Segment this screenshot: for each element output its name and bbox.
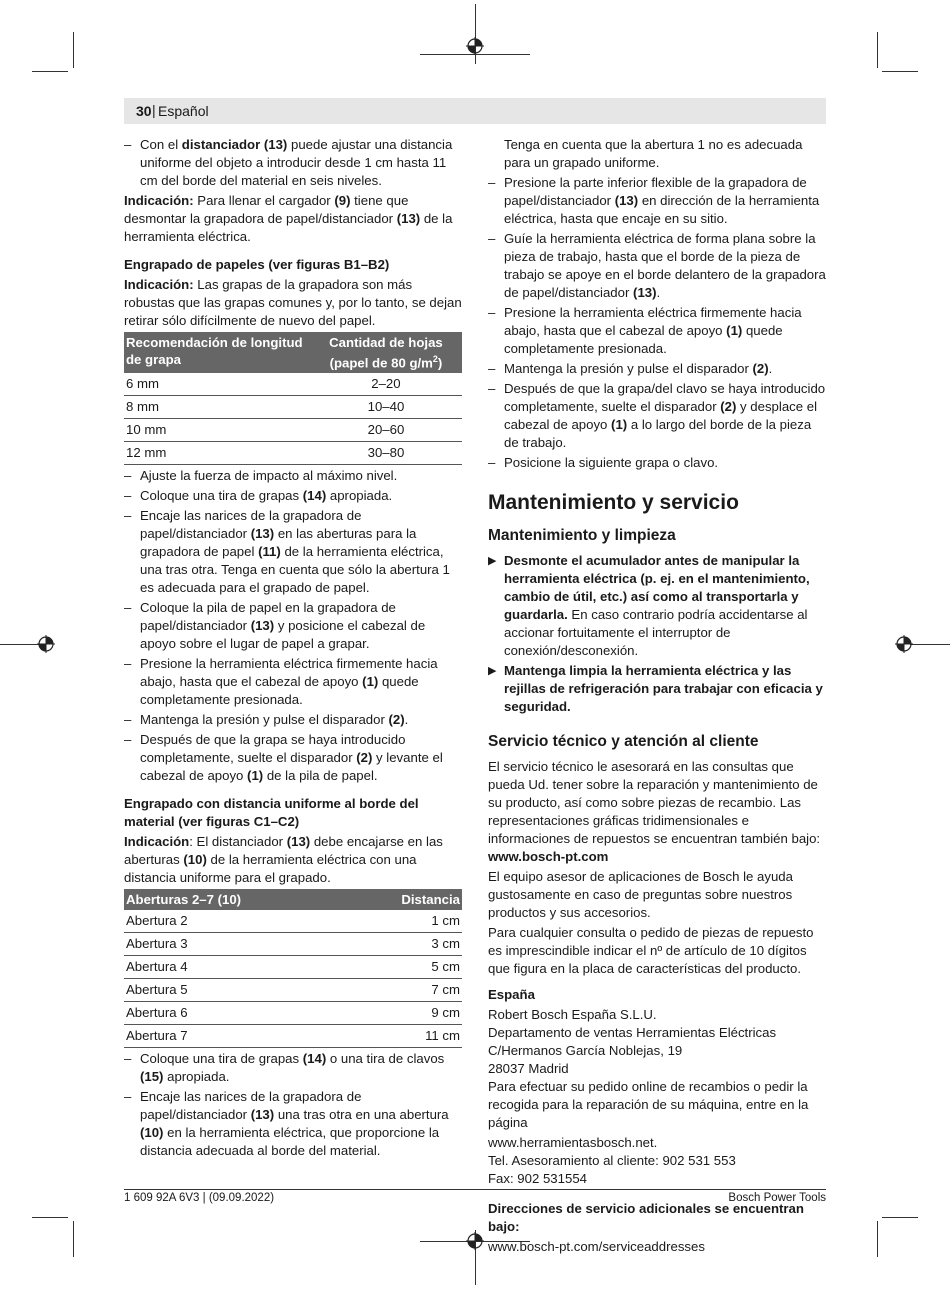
service-title: Servicio técnico y atención al cliente bbox=[488, 733, 759, 750]
address-line: Departamento de ventas Herramientas Eléctricas bbox=[488, 1025, 777, 1040]
footer-divider bbox=[124, 1189, 826, 1190]
order-url: www.herramientasbosch.net. bbox=[488, 1135, 658, 1150]
service-addresses-url: www.bosch-pt.com/serviceaddresses bbox=[488, 1239, 705, 1254]
fax-line: Fax: 902 531554 bbox=[488, 1171, 587, 1186]
note-staples: Indicación: Las grapas de la grapadora son más robustas que las grapas comunes y, por lo tanto, se dejan retirar sólo difícilmente de nuevo del papel. bbox=[124, 277, 462, 328]
registration-target-icon bbox=[466, 1232, 484, 1250]
header-language: Español bbox=[158, 103, 209, 119]
table-header: Recomendación de longitud de grapa bbox=[124, 332, 310, 373]
crop-mark bbox=[32, 71, 68, 72]
maintenance-title: Mantenimiento y servicio bbox=[488, 491, 739, 514]
note-magazine: Indicación: Para llenar el cargador (9) tiene que desmontar la grapadora de papel/distanciador (13) de la herramienta eléctrica. bbox=[124, 193, 453, 244]
registration-target-icon bbox=[895, 635, 913, 653]
service-paragraph: El equipo asesor de aplicaciones de Bosch le ayuda gustosamente en caso de preguntas sobre nuestros productos y sus accesorios. bbox=[488, 869, 793, 920]
table-row: Abertura 5 7 cm bbox=[124, 979, 462, 1002]
order-paragraph: Para efectuar su pedido online de recambios o pedir la recogida para la reparación de su máquina, entre en la página bbox=[488, 1079, 809, 1130]
table-row: Abertura 4 5 cm bbox=[124, 956, 462, 979]
table-row: Abertura 7 11 cm bbox=[124, 1025, 462, 1048]
registration-target-icon bbox=[466, 37, 484, 55]
warning-item: ▶ Mantenga limpia la herramienta eléctrica y las rejillas de refrigeración para trabajar con eficacia y seguridad. bbox=[488, 662, 826, 716]
footer-doc-id: 1 609 92A 6V3 | (09.09.2022) bbox=[124, 1192, 275, 1204]
continued-text: Tenga en cuenta que la abertura 1 no es adecuada para un grapado uniforme. bbox=[504, 137, 803, 170]
list-item: – Guíe la herramienta eléctrica de forma plana sobre la pieza de trabajo, hasta que el borde de la pieza de trabajo se apoye en el borde delantero de la grapadora de papel/distanciador (13). bbox=[488, 230, 826, 302]
right-column bbox=[488, 136, 826, 1256]
list-item: – Encaje las narices de la grapadora de papel/distanciador (13) en las aberturas para la grapadora de papel (11) de la herramienta eléctrica, una tras otra. Tenga en cuenta que sólo la abertura 1 es adecuada para el grapado de papel. bbox=[124, 507, 462, 597]
crop-mark bbox=[73, 32, 74, 68]
edge-stapling-heading: Engrapado con distancia uniforme al borde del material (ver figuras C1–C2) bbox=[124, 796, 419, 830]
address-line: Robert Bosch España S.L.U. bbox=[488, 1007, 657, 1022]
table-header: Distancia bbox=[345, 889, 462, 910]
crop-mark bbox=[877, 1221, 878, 1257]
list-item: – Coloque una tira de grapas (14) apropiada. bbox=[124, 487, 462, 505]
paper-stapling-heading: Engrapado de papeles (ver figuras B1–B2) bbox=[124, 257, 390, 272]
list-item: – Coloque una tira de grapas (14) o una tira de clavos (15) apropiada. bbox=[124, 1050, 462, 1086]
table-header: Aberturas 2–7 (10) bbox=[124, 889, 345, 910]
opening-distance-table bbox=[124, 889, 462, 1048]
crop-mark bbox=[0, 644, 40, 645]
page-number: 30 bbox=[136, 103, 152, 119]
more-addresses-label: Direcciones de servicio adicionales se encuentran bajo: bbox=[488, 1201, 804, 1234]
list-item: – Después de que la grapa/del clavo se haya introducido completamente, suelte el disparador (2) y desplace el cabezal de apoyo (1) a lo largo del borde de la pieza de trabajo. bbox=[488, 380, 826, 452]
service-paragraph: El servicio técnico le asesorará en las consultas que pueda Ud. tener sobre la reparación y mantenimiento de su producto, así como sobre piezas de recambio. Las representaciones gráficas tridimensionales e informaciones de repuestos se encuentran también bajo: www.bosch-pt.com bbox=[488, 759, 821, 864]
list-item: – Mantenga la presión y pulse el disparador (2). bbox=[124, 711, 462, 729]
country-label: España bbox=[488, 987, 535, 1002]
table-row: 12 mm 30–80 bbox=[124, 442, 462, 465]
address-line: 28037 Madrid bbox=[488, 1061, 569, 1076]
crop-mark bbox=[882, 1217, 918, 1218]
header-separator: | bbox=[152, 102, 156, 118]
table-header: Cantidad de hojas (papel de 80 $g/m^2$) bbox=[310, 332, 462, 373]
list-item: – Presione la herramienta eléctrica firmemente hacia abajo, hasta que el cabezal de apoyo (1) quede completamente presionada. bbox=[488, 304, 826, 358]
list-item: – Mantenga la presión y pulse el disparador (2). bbox=[488, 360, 826, 378]
table-row: Abertura 3 3 cm bbox=[124, 933, 462, 956]
table-row: Abertura 2 1 cm bbox=[124, 910, 462, 933]
address-line: C/Hermanos García Noblejas, 19 bbox=[488, 1043, 683, 1058]
crop-mark bbox=[882, 71, 918, 72]
phone-line: Tel. Asesoramiento al cliente: 902 531 553 bbox=[488, 1153, 736, 1168]
crop-mark bbox=[877, 32, 878, 68]
registration-target-icon bbox=[37, 635, 55, 653]
distancer-intro-item: – Con el distanciador (13) puede ajustar una distancia uniforme del objeto a introducir desde 1 cm hasta 11 cm del borde del material en seis niveles. bbox=[124, 136, 462, 190]
warning-item: ▶ Desmonte el acumulador antes de manipular la herramienta eléctrica (p. ej. en el mantenimiento, cambio de útil, etc.) así como al transportarla y guardarla. En caso contrario podría accidentarse al accionar fortuitamente el interruptor de conexión/desconexión. bbox=[488, 552, 826, 660]
table-row: Abertura 6 9 cm bbox=[124, 1002, 462, 1025]
list-item: – Después de que la grapa se haya introducido completamente, suelte el disparador (2) y levante el cabezal de apoyo (1) de la pila de papel. bbox=[124, 731, 462, 785]
crop-mark bbox=[910, 644, 950, 645]
service-paragraph: Para cualquier consulta o pedido de piezas de repuesto es imprescindible indicar el nº de artículo de 10 dígitos que figura en la placa de características del producto. bbox=[488, 925, 814, 976]
list-item: – Presione la herramienta eléctrica firmemente hacia abajo, hasta que el cabezal de apoyo (1) quede completamente presionada. bbox=[124, 655, 462, 709]
list-item: – Posicione la siguiente grapa o clavo. bbox=[488, 454, 826, 472]
staple-length-table bbox=[124, 332, 462, 465]
page-header-bar bbox=[124, 98, 826, 124]
note-distancer: Indicación: El distanciador (13) debe encajarse en las aberturas (10) de la herramienta eléctrica con una distancia uniforme para el grapado. bbox=[124, 834, 443, 886]
list-item: – Encaje las narices de la grapadora de papel/distanciador (13) una tras otra en una abertura (10) en la herramienta eléctrica, que proporcione la distancia adecuada al borde del material. bbox=[124, 1088, 462, 1160]
left-column bbox=[124, 136, 462, 1162]
cleaning-title: Mantenimiento y limpieza bbox=[488, 527, 676, 544]
table-row: 8 mm 10–40 bbox=[124, 396, 462, 419]
crop-mark bbox=[73, 1221, 74, 1257]
list-item: – Coloque la pila de papel en la grapadora de papel/distanciador (13) y posicione el cabezal de apoyo sobre el lugar de papel a grapar. bbox=[124, 599, 462, 653]
crop-mark bbox=[32, 1217, 68, 1218]
crop-mark bbox=[475, 4, 476, 64]
table-row: 6 mm 2–20 bbox=[124, 373, 462, 396]
table-row: 10 mm 20–60 bbox=[124, 419, 462, 442]
list-item: – Presione la parte inferior flexible de la grapadora de papel/distanciador (13) en dirección de la herramienta eléctrica, hasta que encaje en su sitio. bbox=[488, 174, 826, 228]
footer-brand: Bosch Power Tools bbox=[728, 1192, 826, 1204]
list-item: – Ajuste la fuerza de impacto al máximo nivel. bbox=[124, 467, 462, 485]
